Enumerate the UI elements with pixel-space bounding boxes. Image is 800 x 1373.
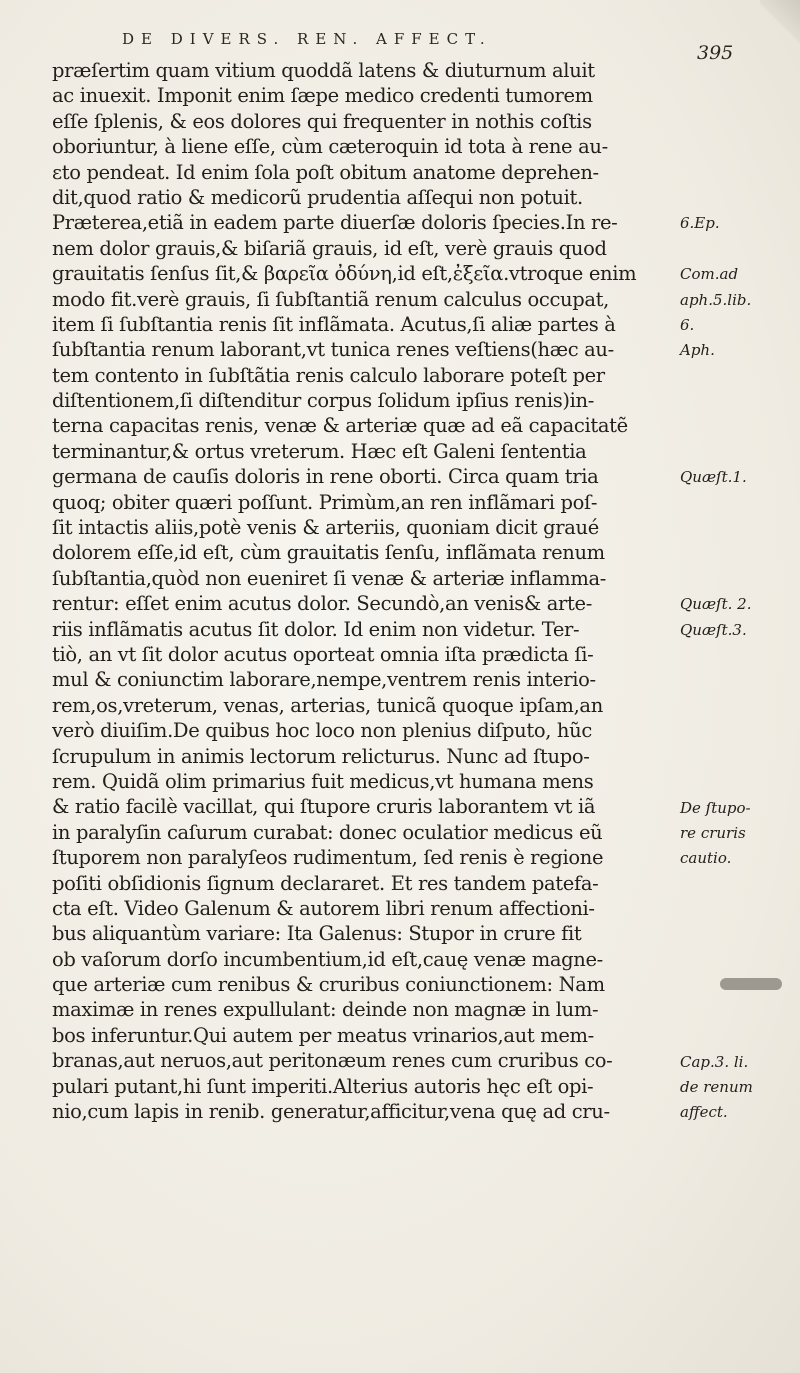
margin-note: 6.Ep. (680, 214, 720, 233)
main-text-block (52, 58, 682, 1124)
text-line: ſit intactis aliis,potè venis & arteriis, quoniam dicit graué (52, 516, 599, 540)
text-line: branas,aut neruos,aut peritonæum renes cum cruribus co- (52, 1049, 613, 1073)
page-number: 395 (697, 42, 734, 64)
text-line: præſertim quam vitium quoddã latens & diuturnum aluit (52, 59, 595, 82)
text-line: rentur: eſſet enim acutus dolor. Secundò,an venis& arte- (52, 592, 592, 616)
text-line: bus aliquantùm variare: Ita Galenus: Stupor in crure fit (52, 922, 582, 946)
text-line: & ratio facilè vacillat, qui ſtupore cruris laborantem vt iã (52, 795, 596, 819)
text-line: verò diuiſim.De quibus hoc loco non plenius diſputo, hũc (52, 719, 592, 743)
text-line: nio,cum lapis in renib. generatur,afficitur,vena quę ad cru- (52, 1100, 610, 1124)
margin-note: Com.ad (680, 265, 739, 284)
margin-note: De ſtupo- (680, 798, 751, 817)
text-line: oboriuntur, à liene eſſe, cùm cæteroquin id tota à rene au- (52, 135, 608, 159)
text-line: germana de cauſis doloris in rene oborti. Circa quam tria (52, 465, 599, 489)
text-line: eſſe ſplenis, & eos dolores qui frequenter in nothis coſtis (52, 109, 592, 133)
text-line: terna capacitas renis, venæ & arteriæ quæ ad eã capacitatẽ (52, 414, 628, 438)
margin-note: de renum (680, 1078, 753, 1096)
text-line: in paralyſin caſurum curabat: donec oculatior medicus eũ (52, 820, 603, 844)
page-corner-fold (760, 0, 800, 55)
text-line: tem contento in ſubſtãtia renis calculo laborare poteſt per (52, 363, 605, 387)
text-line: ob vaſorum dorſo incumbentium,id eſt,cauę venæ magne- (52, 947, 603, 971)
text-line: rem,os,vreterum, venas, arterias, tunicã quoque ipſam,an (52, 693, 603, 717)
text-line: ɛto pendeat. Id enim ſola poſt obitum anatome deprehen- (52, 160, 599, 184)
text-line: nem dolor grauis,& biſariã grauis, id eſt, verè grauis quod (52, 236, 607, 260)
margin-note: cautio. (680, 849, 732, 868)
text-line: cta eſt. Video Galenum & autorem libri renum affectioni- (52, 896, 595, 920)
margin-note: Quæſt.3. (680, 620, 747, 639)
text-line: item ſi ſubſtantia renis ſit inflãmata. Acutus,ſi aliæ partes à (52, 312, 616, 336)
text-line: mul & coniunctim laborare,nempe,ventrem renis interio- (52, 668, 596, 692)
margin-note: Aph. (680, 341, 715, 360)
text-line: maximæ in renes expullulant: deinde non magnæ in lum- (52, 998, 599, 1022)
library-stamp-mark (720, 978, 782, 990)
text-line: diſtentionem,ſi diſtenditur corpus ſolidum ipſius renis)in- (52, 389, 594, 413)
margin-note: affect. (680, 1103, 728, 1122)
text-line: ſtuporem non paralyſeos rudimentum, ſed renis è regione (52, 846, 604, 870)
margin-note: Cap.3. li. (680, 1052, 749, 1071)
margin-note: Quæſt. 2. (680, 595, 752, 614)
text-line: tiò, an vt ſit dolor acutus oporteat omnia iſta prædicta ſi- (52, 642, 594, 666)
text-line: pulari putant,hi ſunt imperiti.Alterius autoris hęc eſt opi- (52, 1074, 594, 1098)
text-line: grauitatis ſenſus ſit,& βαρεῖα ὀδύνη,id eſt,ἐξεῖα.vtroque enim (52, 262, 637, 286)
margin-note: Quæſt.1. (680, 468, 747, 487)
margin-note: aph.5.lib. (680, 290, 752, 309)
text-line: dit,quod ratio & medicorũ prudentia aſſequi non potuit. (52, 185, 583, 209)
text-line: rem. Quidã olim primarius fuit medicus,vt humana mens (52, 769, 594, 793)
text-line: terminantur,& ortus vreterum. Hæc eſt Galeni ſententia (52, 439, 587, 463)
text-line: ſubſtantia renum laborant,vt tunica renes veſtiens(hæc au- (52, 338, 614, 362)
text-line: quoq; obiter quæri poſſunt. Primùm,an ren inflãmari poſ- (52, 490, 598, 514)
text-line: modo fit.verè grauis, ſi ſubſtantiã renum calculus occupat, (52, 287, 609, 311)
running-head: DE DIVERS. REN. AFFECT. (122, 30, 492, 48)
text-line: Præterea,etiã in eadem parte diuerſæ doloris ſpecies.In re- (52, 211, 618, 235)
text-line: que arteriæ cum renibus & cruribus coniunctionem: Nam (52, 973, 605, 997)
margin-note: re cruris (680, 824, 746, 842)
text-line: bos inferuntur.Qui autem per meatus vrinarios,aut mem- (52, 1023, 594, 1047)
margin-note: 6. (680, 316, 695, 334)
text-line: ſubſtantia,quòd non eueniret ſi venæ & arteriæ inflamma- (52, 566, 606, 590)
text-line: riis inflãmatis acutus ſit dolor. Id enim non videtur. Ter- (52, 617, 580, 641)
text-line: dolorem eſſe,id eſt, cùm grauitatis ſenſu, inflãmata renum (52, 541, 605, 565)
text-line: ac inuexit. Imponit enim ſæpe medico credenti tumorem (52, 84, 593, 108)
text-line: poſiti obſidionis ſignum declararet. Et res tandem patefa- (52, 871, 599, 895)
text-line: ſcrupulum in animis lectorum relicturus. Nunc ad ſtupo- (52, 744, 590, 768)
